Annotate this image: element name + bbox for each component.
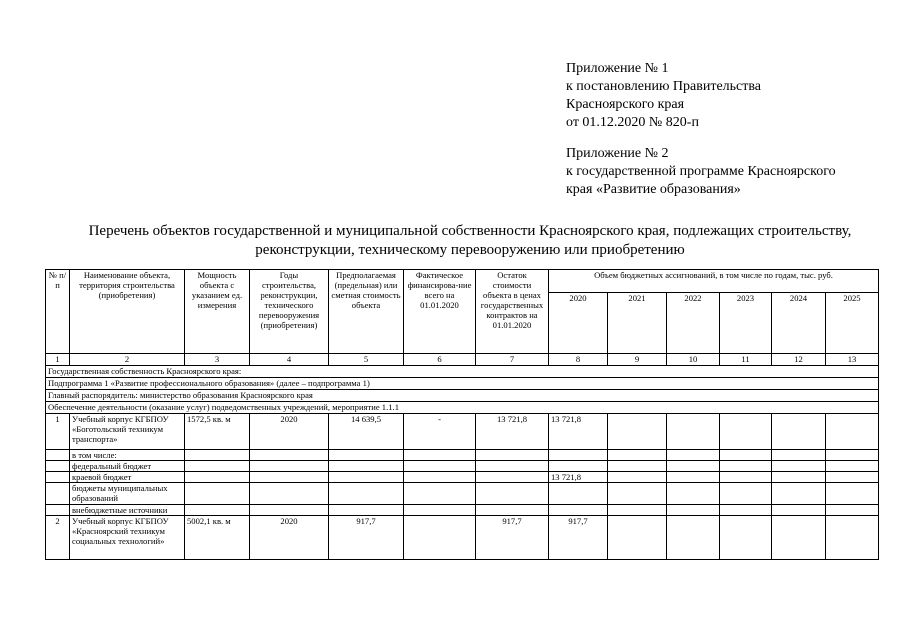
- empty-cell: [476, 472, 549, 483]
- empty-cell: [826, 461, 879, 472]
- col-number: 8: [549, 354, 608, 366]
- header-remainder: Остаток стоимости объекта в ценах государственных контрактов на 01.01.2020: [476, 270, 549, 354]
- empty-cell: [476, 450, 549, 461]
- header-year-2021: 2021: [608, 293, 667, 354]
- empty-cell: [46, 472, 70, 483]
- empty-cell: [250, 483, 329, 505]
- col-number: 7: [476, 354, 549, 366]
- col-number: 5: [329, 354, 404, 366]
- header-year-2024: 2024: [772, 293, 826, 354]
- object-2-name: Учебный корпус КГБПОУ «Красноярский техникум социальных технологий»: [70, 516, 185, 560]
- empty-cell: [46, 483, 70, 505]
- col-number: 2: [70, 354, 185, 366]
- header-num: № п/п: [46, 270, 70, 354]
- object-1-estimate: 14 639,5: [329, 414, 404, 450]
- object-2-capacity: 5002,1 кв. м: [185, 516, 250, 560]
- annex-2-line-3: края «Развитие образования»: [566, 182, 741, 197]
- empty-cell: [404, 483, 476, 505]
- annex-2-line-1: Приложение № 2: [566, 146, 669, 161]
- empty-cell: [772, 472, 826, 483]
- table-row-subtotal: [46, 461, 879, 472]
- empty-cell: [404, 505, 476, 516]
- header-years: Годы строительства, реконструкции, технического перевооружения (приобретения): [250, 270, 329, 354]
- empty-cell: [250, 472, 329, 483]
- annex-2-line-2: к государственной программе Красноярского: [566, 164, 836, 179]
- empty-cell: [329, 483, 404, 505]
- empty-cell: [329, 461, 404, 472]
- annex-1-block: [566, 60, 761, 132]
- empty-cell: [476, 483, 549, 505]
- col-number: 3: [185, 354, 250, 366]
- subrow-label: бюджеты муниципальных образований: [70, 483, 185, 505]
- empty-cell: [720, 461, 772, 472]
- subrow-label: федеральный бюджет: [70, 461, 185, 472]
- annex-2-block: [566, 145, 836, 199]
- header-actual: Фактическое финансирова-ние всего на 01.01.2020: [404, 270, 476, 354]
- empty-cell: [250, 461, 329, 472]
- document-title: [40, 222, 900, 260]
- empty-cell: [185, 450, 250, 461]
- empty-cell: [667, 461, 720, 472]
- empty-cell: [329, 472, 404, 483]
- empty-cell: [720, 505, 772, 516]
- table-row-subtotal: [46, 472, 879, 483]
- empty-cell: [826, 505, 879, 516]
- header-name: Наименование объекта, территория строительства (приобретения): [70, 270, 185, 354]
- object-1-name: Учебный корпус КГБПОУ «Боготольский техникум транспорта»: [70, 414, 185, 450]
- empty-cell: [772, 450, 826, 461]
- object-2-actual: [404, 516, 476, 560]
- annex-1-line-3: Красноярского края: [566, 97, 685, 112]
- empty-cell: [46, 461, 70, 472]
- object-2-2021: [608, 516, 667, 560]
- object-2-2023: [720, 516, 772, 560]
- empty-cell: [185, 461, 250, 472]
- subrow-label: в том числе:: [70, 450, 185, 461]
- annex-1-line-4: от 01.12.2020 № 820-п: [566, 115, 699, 130]
- empty-cell: [404, 461, 476, 472]
- empty-cell: [250, 505, 329, 516]
- object-2-estimate: 917,7: [329, 516, 404, 560]
- empty-cell: [720, 450, 772, 461]
- section-row-activity: Обеспечение деятельности (оказание услуг) подведомственных учреждений, мероприятие 1.1.1: [46, 402, 879, 414]
- header-capacity: Мощность объекта с указанием ед. измерения: [185, 270, 250, 354]
- empty-cell: [329, 505, 404, 516]
- empty-cell: [46, 450, 70, 461]
- col-number: 4: [250, 354, 329, 366]
- subrow-2020: [549, 505, 608, 516]
- annex-1-line-2: к постановлению Правительства: [566, 79, 762, 94]
- object-2-num: 2: [46, 516, 70, 560]
- empty-cell: [608, 450, 667, 461]
- object-2-years: 2020: [250, 516, 329, 560]
- header-year-2025: 2025: [826, 293, 879, 354]
- object-1-2021: [608, 414, 667, 450]
- table-row-object-2: [46, 516, 879, 560]
- empty-cell: [404, 450, 476, 461]
- col-number: 10: [667, 354, 720, 366]
- table-row-subtotal: [46, 450, 879, 461]
- object-1-remainder: 13 721,8: [476, 414, 549, 450]
- header-estimate: Предполагаемая (предельная) или сметная стоимость объекта: [329, 270, 404, 354]
- col-number: 11: [720, 354, 772, 366]
- header-year-2020: 2020: [549, 293, 608, 354]
- empty-cell: [185, 483, 250, 505]
- header-year-2023: 2023: [720, 293, 772, 354]
- object-2-2025: [826, 516, 879, 560]
- empty-cell: [720, 472, 772, 483]
- empty-cell: [404, 472, 476, 483]
- object-1-actual: -: [404, 414, 476, 450]
- object-1-years: 2020: [250, 414, 329, 450]
- empty-cell: [826, 472, 879, 483]
- object-1-capacity: 1572,5 кв. м: [185, 414, 250, 450]
- col-number: 6: [404, 354, 476, 366]
- empty-cell: [185, 472, 250, 483]
- col-number: 9: [608, 354, 667, 366]
- section-row-subprogram: Подпрограмма 1 «Развитие профессионального образования» (далее – подпрограмма 1): [46, 378, 879, 390]
- section-row-administrator: Главный распорядитель: министерство образования Красноярского края: [46, 390, 879, 402]
- object-1-2023: [720, 414, 772, 450]
- empty-cell: [772, 505, 826, 516]
- empty-cell: [826, 450, 879, 461]
- subrow-2020: [549, 450, 608, 461]
- title-line-2: реконструкции, техническому перевооружению или приобретению: [255, 242, 685, 258]
- empty-cell: [185, 505, 250, 516]
- object-1-2025: [826, 414, 879, 450]
- empty-cell: [46, 505, 70, 516]
- subrow-label: внебюджетные источники: [70, 505, 185, 516]
- col-number: 13: [826, 354, 879, 366]
- object-1-num: 1: [46, 414, 70, 450]
- empty-cell: [667, 483, 720, 505]
- object-2-remainder: 917,7: [476, 516, 549, 560]
- empty-cell: [476, 505, 549, 516]
- object-1-2024: [772, 414, 826, 450]
- empty-cell: [329, 450, 404, 461]
- empty-cell: [250, 450, 329, 461]
- empty-cell: [608, 505, 667, 516]
- empty-cell: [608, 472, 667, 483]
- empty-cell: [720, 483, 772, 505]
- empty-cell: [667, 505, 720, 516]
- table-row-subtotal: [46, 505, 879, 516]
- subrow-2020: [549, 483, 608, 505]
- header-budget: Объем бюджетных ассигнований, в том числе по годам, тыс. руб.: [549, 270, 879, 293]
- col-number: 12: [772, 354, 826, 366]
- object-2-2020: 917,7: [549, 516, 608, 560]
- subrow-2020: [549, 461, 608, 472]
- empty-cell: [772, 483, 826, 505]
- subrow-label: краевой бюджет: [70, 472, 185, 483]
- object-1-2020: 13 721,8: [549, 414, 608, 450]
- object-2-2022: [667, 516, 720, 560]
- title-line-1: Перечень объектов государственной и муниципальной собственности Красноярского края, подлежащих строительству,: [88, 223, 852, 239]
- header-year-2022: 2022: [667, 293, 720, 354]
- table-row-object-1: [46, 414, 879, 450]
- object-2-2024: [772, 516, 826, 560]
- table-row-subtotal: [46, 483, 879, 505]
- empty-cell: [772, 461, 826, 472]
- empty-cell: [826, 483, 879, 505]
- section-row-ownership: Государственная собственность Красноярского края:: [46, 366, 879, 378]
- subrow-2020: 13 721,8: [549, 472, 608, 483]
- objects-table: [45, 269, 879, 560]
- empty-cell: [667, 472, 720, 483]
- object-1-2022: [667, 414, 720, 450]
- empty-cell: [476, 461, 549, 472]
- empty-cell: [608, 461, 667, 472]
- empty-cell: [608, 483, 667, 505]
- annex-1-line-1: Приложение № 1: [566, 61, 669, 76]
- col-number: 1: [46, 354, 70, 366]
- empty-cell: [667, 450, 720, 461]
